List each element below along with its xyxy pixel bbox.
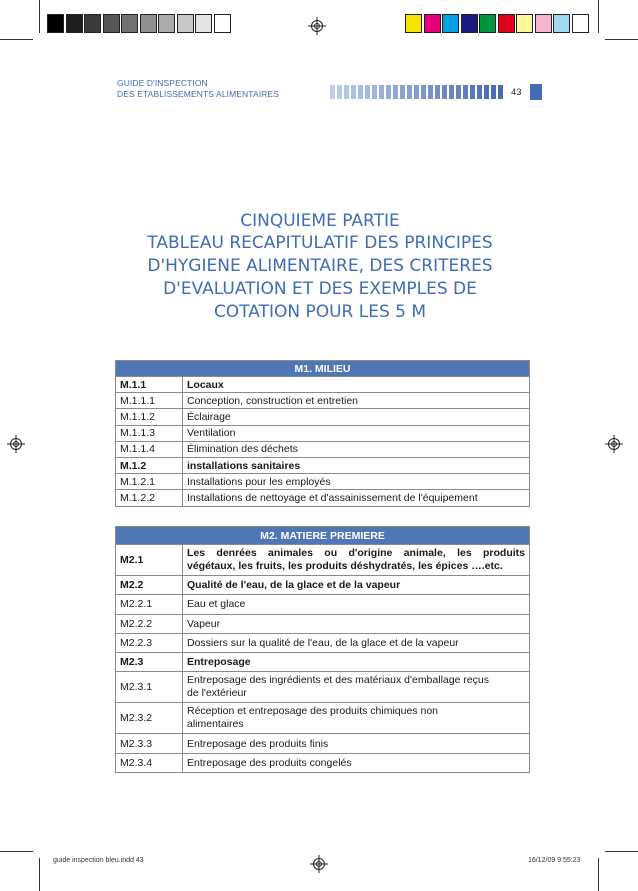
footer-timestamp: 16/12/09 9:55:23	[528, 857, 581, 864]
color-swatch	[479, 14, 496, 33]
crop-mark-top-right-v	[598, 0, 599, 33]
row-label: Entreposage	[183, 653, 530, 672]
band-block	[386, 85, 391, 99]
row-label-line: végétaux, les fruits, les produits déshydratés, les épices ….etc.	[187, 560, 503, 572]
row-label: Élimination des déchets	[183, 441, 530, 457]
band-block	[442, 85, 447, 99]
color-swatch	[572, 14, 589, 33]
color-swatch	[461, 14, 478, 33]
row-label: Éclairage	[183, 409, 530, 425]
row-label: Installations de nettoyage et d'assainissement de l'équipement	[183, 490, 530, 506]
band-block	[358, 85, 363, 99]
band-block	[379, 85, 384, 99]
band-block	[393, 85, 398, 99]
band-block	[470, 85, 475, 99]
table-m2-matiere-premiere	[115, 526, 530, 773]
title-line: D'EVALUATION ET DES EXEMPLES DE	[163, 279, 477, 299]
row-code: M.1.2	[116, 457, 183, 473]
band-block	[491, 85, 496, 99]
band-block	[330, 85, 335, 99]
row-code: M2.3.3	[116, 734, 183, 753]
page-number-tab	[530, 84, 542, 100]
row-label: Eau et glace	[183, 595, 530, 614]
table-heading: M1. MILIEU	[116, 361, 530, 377]
row-code: M2.2.2	[116, 614, 183, 633]
header-line-1: GUIDE D'INSPECTION	[117, 78, 208, 88]
registration-mark-icon	[308, 17, 326, 35]
crop-mark-bottom-left-v	[39, 858, 40, 891]
band-block	[435, 85, 440, 99]
row-label: Installations pour les employés	[183, 474, 530, 490]
table-row	[116, 576, 530, 595]
row-label-line: Les denrées animales ou d'origine animale, les produits	[187, 547, 525, 559]
band-block	[456, 85, 461, 99]
table-row	[116, 377, 530, 393]
table-row	[116, 545, 530, 576]
row-label-line: de l'extérieur	[187, 687, 247, 700]
row-code: M.1.2.1	[116, 474, 183, 490]
row-code: M2.3.4	[116, 753, 183, 772]
row-label: Locaux	[183, 377, 530, 393]
table-row	[116, 633, 530, 652]
section-title-block	[110, 210, 530, 324]
band-block	[407, 85, 412, 99]
row-code: M2.2.1	[116, 595, 183, 614]
band-block	[365, 85, 370, 99]
color-swatch	[424, 14, 441, 33]
color-swatch	[177, 14, 194, 33]
band-block	[351, 85, 356, 99]
row-label-line: Réception et entreposage des produits chimiques non	[187, 705, 438, 718]
row-code: M2.3.1	[116, 672, 183, 703]
color-swatch	[214, 14, 231, 33]
row-label: installations sanitaires	[183, 457, 530, 473]
color-swatch	[442, 14, 459, 33]
row-label: Entreposage des produits finis	[183, 734, 530, 753]
footer-filename: guide inspection bleu.indd 43	[53, 857, 144, 864]
table-heading: M2. MATIERE PREMIERE	[116, 527, 530, 545]
color-swatch	[553, 14, 570, 33]
color-swatch	[516, 14, 533, 33]
table-row	[116, 595, 530, 614]
title-line: TABLEAU RECAPITULATIF DES PRINCIPES	[147, 233, 493, 253]
band-block	[414, 85, 419, 99]
band-block	[337, 85, 342, 99]
table-row	[116, 753, 530, 772]
color-swatch	[47, 14, 64, 33]
table-row	[116, 409, 530, 425]
color-swatch	[140, 14, 157, 33]
part-title: CINQUIEME PARTIE	[240, 211, 400, 231]
row-label	[183, 703, 530, 734]
band-block	[463, 85, 468, 99]
color-swatch	[498, 14, 515, 33]
row-label: Ventilation	[183, 425, 530, 441]
row-code: M2.3.2	[116, 703, 183, 734]
table-row	[116, 425, 530, 441]
row-label: Entreposage des produits congelés	[183, 753, 530, 772]
row-code: M2.2	[116, 576, 183, 595]
table-row	[116, 653, 530, 672]
table-row	[116, 393, 530, 409]
header-decorative-band	[330, 85, 503, 99]
color-swatch	[84, 14, 101, 33]
table-row	[116, 672, 530, 703]
registration-mark-icon	[7, 435, 25, 453]
row-code: M.1.1.3	[116, 425, 183, 441]
color-swatch	[121, 14, 138, 33]
band-block	[484, 85, 489, 99]
table-row	[116, 490, 530, 506]
registration-mark-icon	[310, 855, 328, 873]
table-row	[116, 734, 530, 753]
band-block	[400, 85, 405, 99]
color-swatch	[158, 14, 175, 33]
band-block	[498, 85, 503, 99]
table-row	[116, 703, 530, 734]
crop-mark-bottom-left-h	[0, 851, 33, 852]
color-swatch	[103, 14, 120, 33]
row-code: M.1.1	[116, 377, 183, 393]
row-label	[183, 545, 530, 576]
crop-mark-top-right-h	[605, 39, 638, 40]
band-block	[344, 85, 349, 99]
row-label-line: alimentaires	[187, 718, 244, 731]
row-label: Conception, construction et entretien	[183, 393, 530, 409]
color-swatch	[535, 14, 552, 33]
table-m1-milieu	[115, 360, 530, 507]
running-header	[117, 78, 279, 100]
row-label: Qualité de l'eau, de la glace et de la vapeur	[183, 576, 530, 595]
crop-mark-top-left-h	[0, 39, 33, 40]
row-label: Vapeur	[183, 614, 530, 633]
row-code: M2.2.3	[116, 633, 183, 652]
band-block	[477, 85, 482, 99]
color-swatch	[66, 14, 83, 33]
crop-mark-bottom-right-v	[598, 858, 599, 891]
table-row	[116, 474, 530, 490]
band-block	[372, 85, 377, 99]
band-block	[449, 85, 454, 99]
crop-mark-bottom-right-h	[605, 851, 638, 852]
title-line: D'HYGIENE ALIMENTAIRE, DES CRITERES	[147, 256, 493, 276]
row-code: M.1.1.4	[116, 441, 183, 457]
band-block	[428, 85, 433, 99]
header-line-2: DES ÉTABLISSEMENTS ALIMENTAIRES	[117, 89, 279, 99]
table-row	[116, 441, 530, 457]
page-number: 43	[511, 87, 522, 98]
color-swatch	[405, 14, 422, 33]
row-label-line: Entreposage des ingrédients et des matériaux d'emballage reçus	[187, 674, 490, 687]
band-block	[421, 85, 426, 99]
row-code: M.1.1.2	[116, 409, 183, 425]
crop-mark-top-left-v	[39, 0, 40, 33]
registration-mark-icon	[605, 435, 623, 453]
row-code: M2.1	[116, 545, 183, 576]
row-label: Dossiers sur la qualité de l'eau, de la glace et de la vapeur	[183, 633, 530, 652]
row-label	[183, 672, 530, 703]
row-code: M.1.1.1	[116, 393, 183, 409]
color-swatch	[195, 14, 212, 33]
table-row	[116, 614, 530, 633]
row-code: M.1.2.2	[116, 490, 183, 506]
table-row	[116, 457, 530, 473]
row-code: M2.3	[116, 653, 183, 672]
title-line: COTATION POUR LES 5 M	[213, 302, 427, 322]
